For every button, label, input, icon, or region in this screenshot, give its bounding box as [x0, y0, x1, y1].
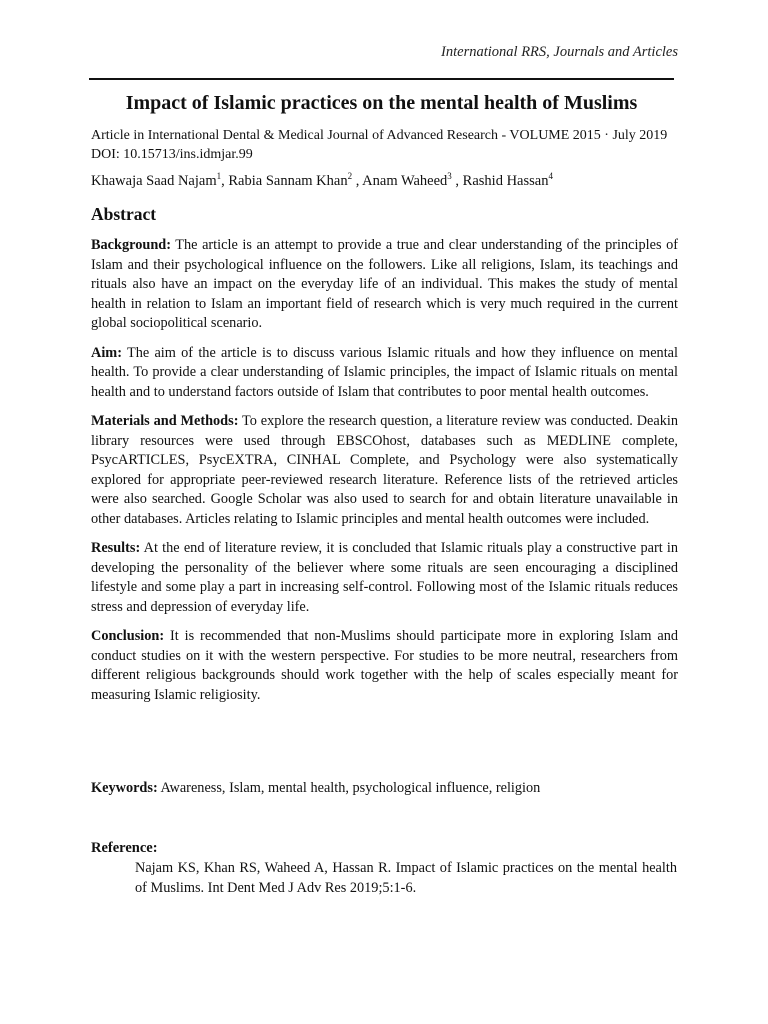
- author-affiliation: 3: [447, 171, 452, 182]
- author-name: Rashid Hassan: [462, 173, 549, 189]
- background-label: Background:: [91, 237, 171, 253]
- author-separator: ,: [352, 173, 363, 189]
- abstract-results: [91, 539, 678, 617]
- keywords-label: Keywords:: [91, 780, 158, 796]
- keywords-text: Awareness, Islam, mental health, psychological influence, religion: [157, 780, 541, 796]
- aim-text: The aim of the article is to discuss various Islamic rituals and how they influence on mental health. To provide a clear understanding of Islamic principles, the impact of Islamic rituals on mental health and to understand factors outside of Islam that contributes to poor mental health outcomes.: [91, 344, 678, 400]
- author-separator: ,: [451, 173, 463, 189]
- abstract-body: [91, 236, 678, 715]
- results-label: Results:: [91, 540, 141, 557]
- author-name: Anam Waheed: [362, 173, 448, 189]
- running-header: International RRS, Journals and Articles: [441, 44, 678, 60]
- abstract-background: [91, 236, 678, 334]
- abstract-aim: [91, 344, 678, 403]
- author-name: Rabia Sannam Khan: [228, 173, 348, 189]
- background-text: The article is an attempt to provide a true and clear understanding of the principles of Islam and their psychological influence on the followers. Like all religions, Islam, its teachings and rituals also have an impact on the everyday life of an individual. This makes the study of mental health in relation to Islam an important field of research which is very much required in the current global sociopolitical scenario.: [91, 237, 678, 332]
- reference-heading: Reference:: [91, 840, 158, 856]
- doi-line: DOI: 10.15713/ins.idmjar.99: [91, 147, 253, 162]
- author-affiliation: 2: [347, 171, 353, 182]
- conclusion-text: It is recommended that non-Muslims should participate more in exploring Islam and conduct studies on it with the western perspective. For studies to be more neutral, researchers from different religious backgrounds should work together with the help of scales especially meant for measuring Islamic religiosity.: [91, 628, 678, 703]
- aim-label: Aim:: [91, 344, 122, 361]
- methods-label: Materials and Methods:: [91, 412, 239, 429]
- results-text: At the end of literature review, it is concluded that Islamic rituals play a constructive part in developing the personality of the believer where some rituals are seen encouraging a disciplined lifestyle and some play a part in increasing self-control. Following most of the Islamic rituals reduces stress and depression of everyday life.: [91, 540, 678, 615]
- author-name: Khawaja Saad Najam: [91, 173, 217, 189]
- article-title: Impact of Islamic practices on the mental health of Muslims: [125, 92, 638, 114]
- methods-text: To explore the research question, a literature review was conducted. Deakin library resources were used through EBSCOhost, databases such as MEDLINE complete, PsycARTICLES, PsycEXTRA, CINHAL Complete, and Psychology were also systematically explored for appropriate peer-reviewed research literature. Reference lists of the retrieved articles were also searched. Google Scholar was also used to search for and obtain literature unavailable in other databases. Articles relating to Islamic principles and mental health outcomes were included.: [91, 412, 678, 527]
- keywords: [91, 780, 678, 797]
- reference-text: Najam KS, Khan RS, Waheed A, Hassan R. Impact of Islamic practices on the mental health of Muslims. Int Dent Med J Adv Res 2019;5:1-6.: [135, 860, 677, 896]
- author-list: [91, 173, 681, 190]
- abstract-methods: [91, 412, 678, 530]
- abstract-conclusion: [91, 627, 678, 705]
- abstract-heading: Abstract: [91, 204, 157, 224]
- journal-line: Article in International Dental & Medical Journal of Advanced Research - VOLUME 2015 · July 2019: [91, 128, 668, 143]
- author-separator: ,: [221, 173, 229, 189]
- header-rule: [89, 78, 674, 80]
- conclusion-label: Conclusion:: [91, 628, 165, 645]
- author-affiliation: 4: [548, 171, 553, 182]
- article-meta: [91, 126, 681, 164]
- author-affiliation: 1: [216, 171, 222, 182]
